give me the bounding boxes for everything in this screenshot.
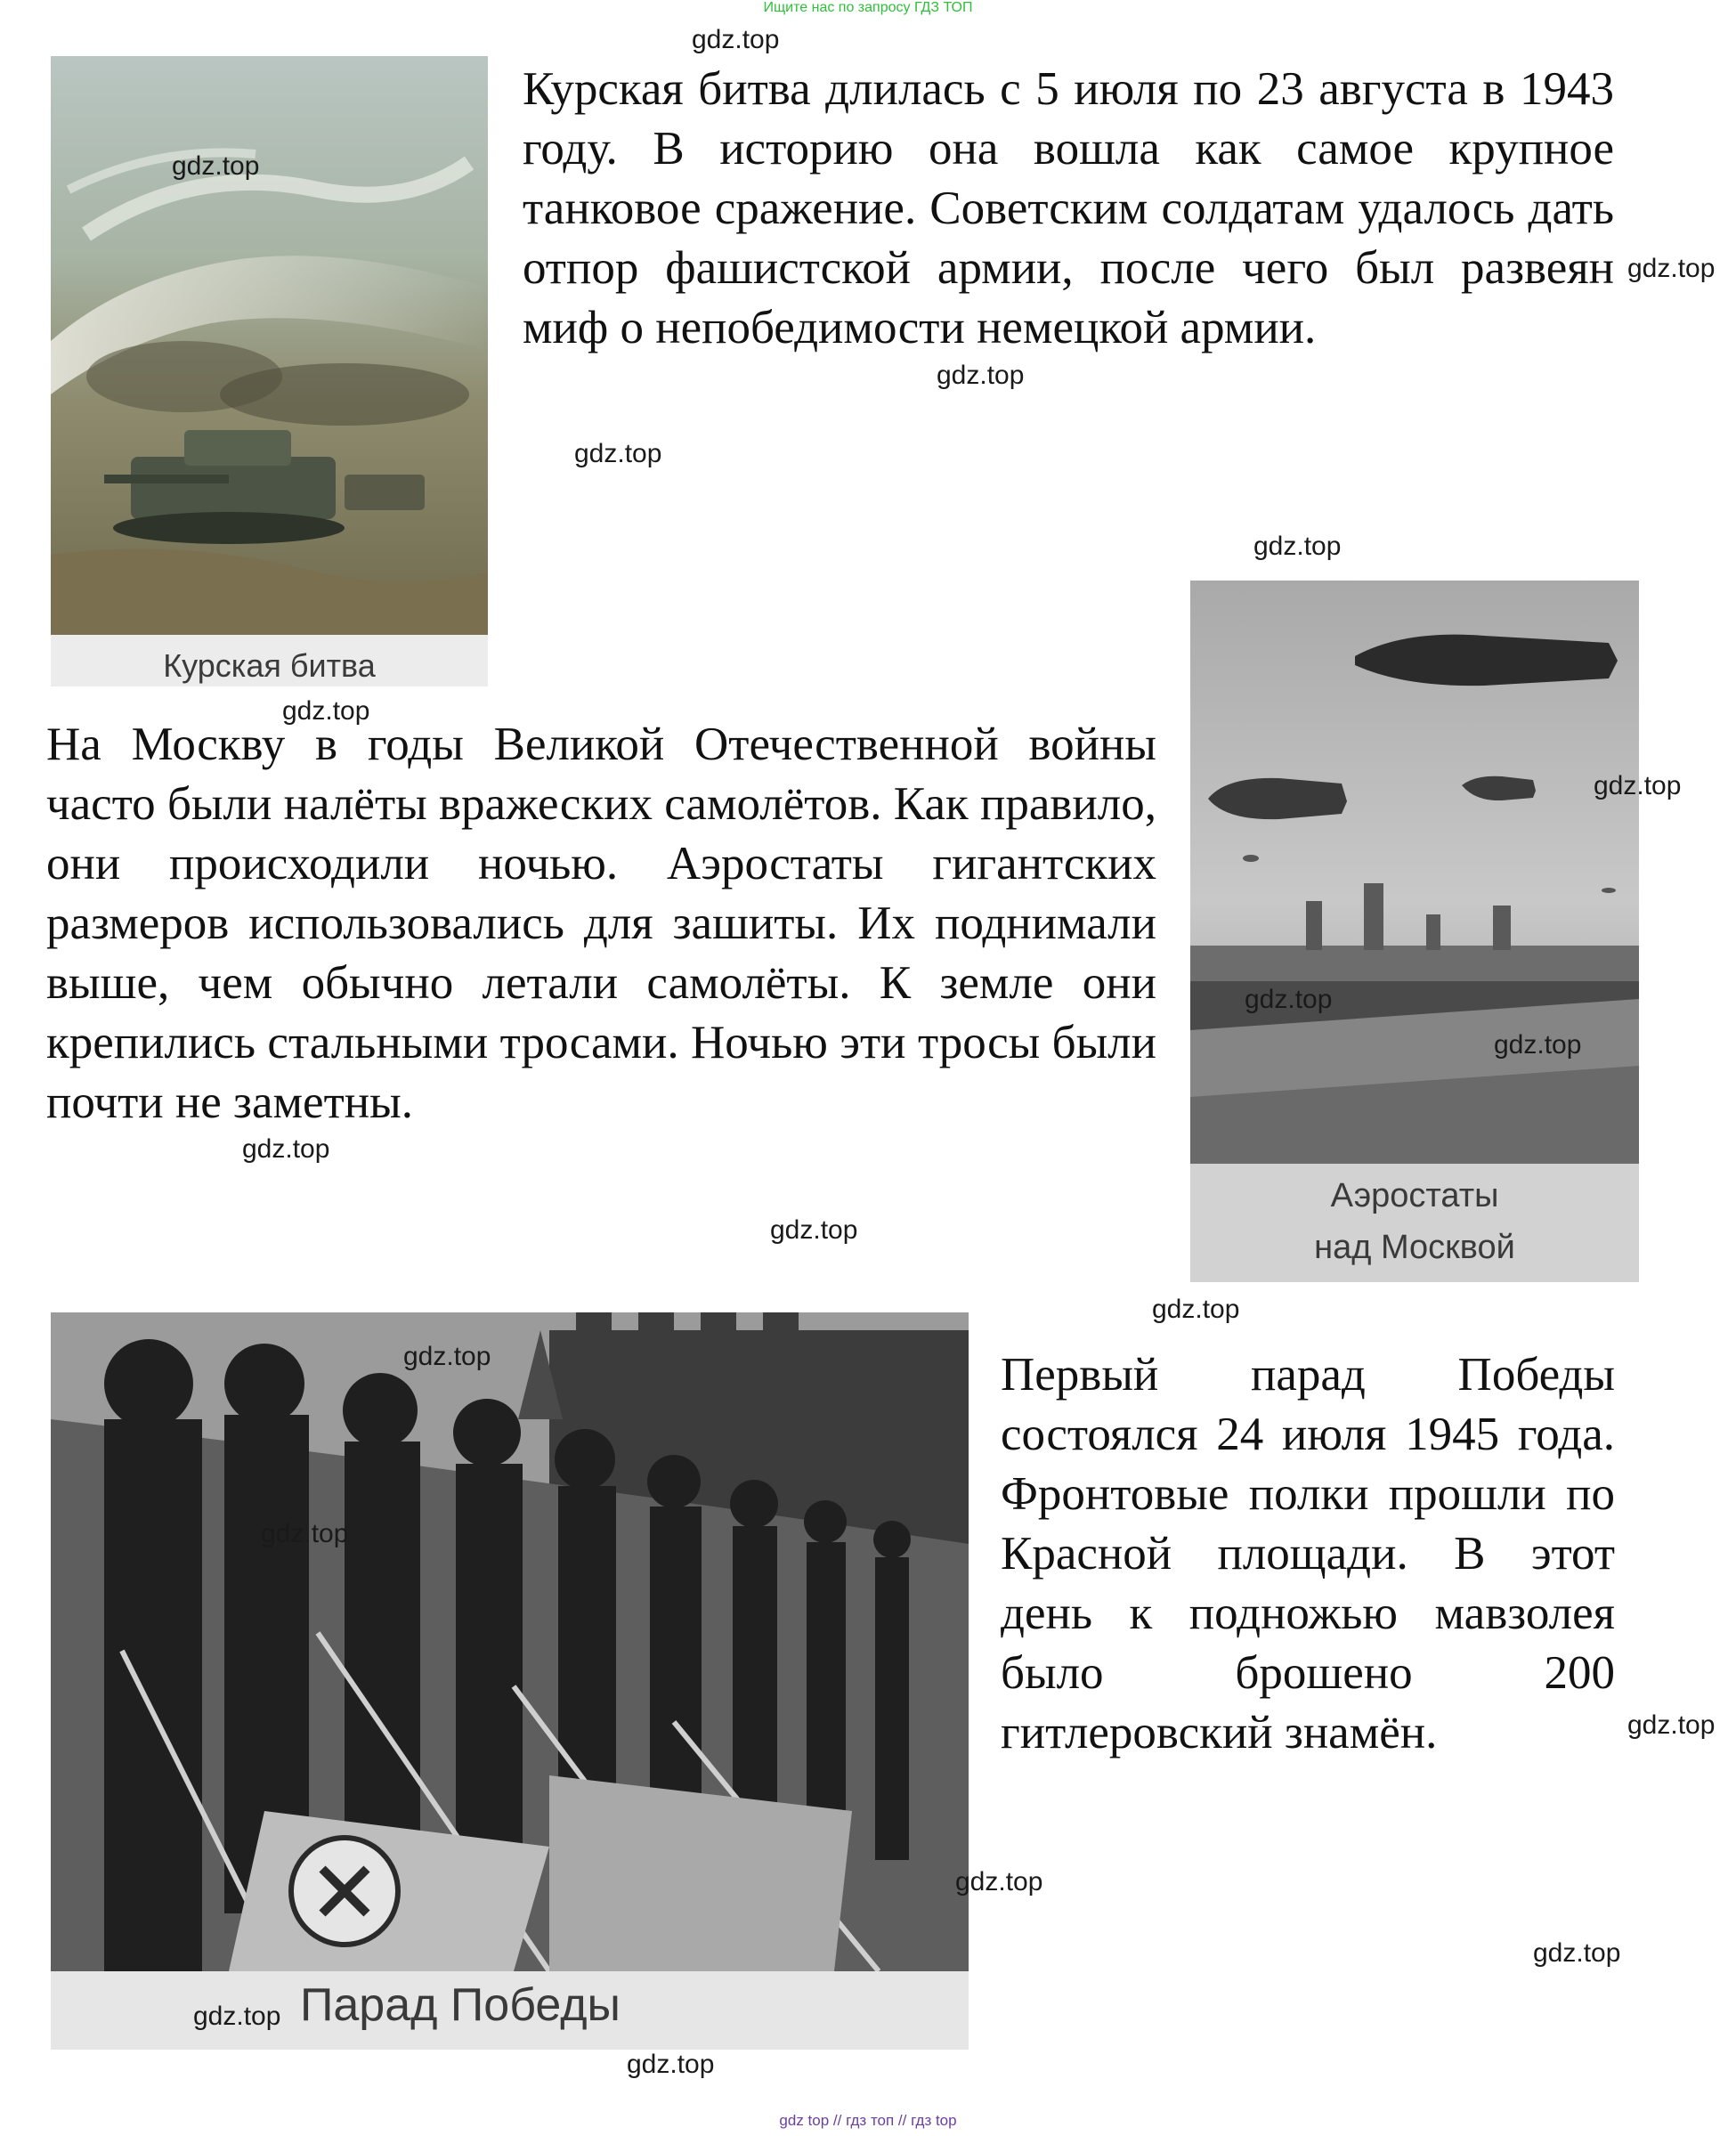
- kursk-battle-photo: [51, 56, 488, 686]
- watermark: gdz.top: [627, 2050, 715, 2079]
- watermark: gdz.top: [1253, 532, 1342, 561]
- watermark: gdz.top: [1627, 1710, 1716, 1740]
- watermark: gdz.top: [1533, 1938, 1621, 1968]
- victory-parade-photo: [51, 1312, 969, 2050]
- moscow-caption-line1: Аэростаты: [1330, 1177, 1499, 1214]
- kursk-caption: Курская битва: [163, 647, 376, 684]
- watermark: gdz.top: [1594, 771, 1682, 800]
- watermark: gdz.top: [193, 2002, 281, 2031]
- parade-paragraph: Первый парад Победы состоялся 24 июля 1945 года. Фронтовые полки прошли по Красной площади. В этот день к подножью мавзолея было брошено 200 гитлеровский знамён.: [1001, 1349, 1615, 1758]
- watermark: gdz.top: [692, 25, 780, 54]
- watermark: gdz.top: [1494, 1030, 1582, 1060]
- watermark: gdz.top: [574, 439, 662, 468]
- victory-parade-illustration: [51, 1312, 969, 2050]
- watermark: gdz.top: [242, 1134, 330, 1164]
- watermark: gdz.top: [403, 1342, 491, 1371]
- kursk-battle-illustration: [51, 56, 488, 686]
- footer[interactable]: gdz top // гдз топ // гдз top: [779, 2112, 957, 2129]
- moscow-balloons-photo: [1190, 581, 1639, 1282]
- watermark: gdz.top: [172, 151, 260, 181]
- top-banner[interactable]: Ищите нас по запросу ГДЗ ТОП: [763, 0, 973, 15]
- watermark: gdz.top: [261, 1519, 349, 1548]
- watermark: gdz.top: [1152, 1295, 1240, 1324]
- watermark: gdz.top: [955, 1867, 1043, 1896]
- parade-caption: Парад Победы: [300, 1979, 621, 2031]
- watermark: gdz.top: [1627, 254, 1716, 283]
- kursk-paragraph: Курская битва длилась с 5 июля по 23 августа в 1943 году. В историю она вошла как самое крупное танковое сражение. Советским солдатам удалось дать отпор фашистской армии, после чего был развеян миф о непобедимости немецкой армии.: [523, 63, 1614, 353]
- watermark: gdz.top: [1245, 985, 1333, 1014]
- moscow-paragraph: На Москву в годы Великой Отечественной войны часто были налёты вражеских самолётов. Как правило, они происходили ночью. Аэростаты гигантских размеров использовались для зашиты. Их поднимали выше, чем обычно летали самолёты. К земле они крепились стальными тросами. Ночью эти тросы были почти не заметны.: [46, 719, 1156, 1128]
- moscow-caption-line2: над Москвой: [1314, 1229, 1515, 1266]
- watermark: gdz.top: [770, 1215, 858, 1245]
- watermark: gdz.top: [937, 361, 1025, 390]
- watermark: gdz.top: [282, 696, 370, 726]
